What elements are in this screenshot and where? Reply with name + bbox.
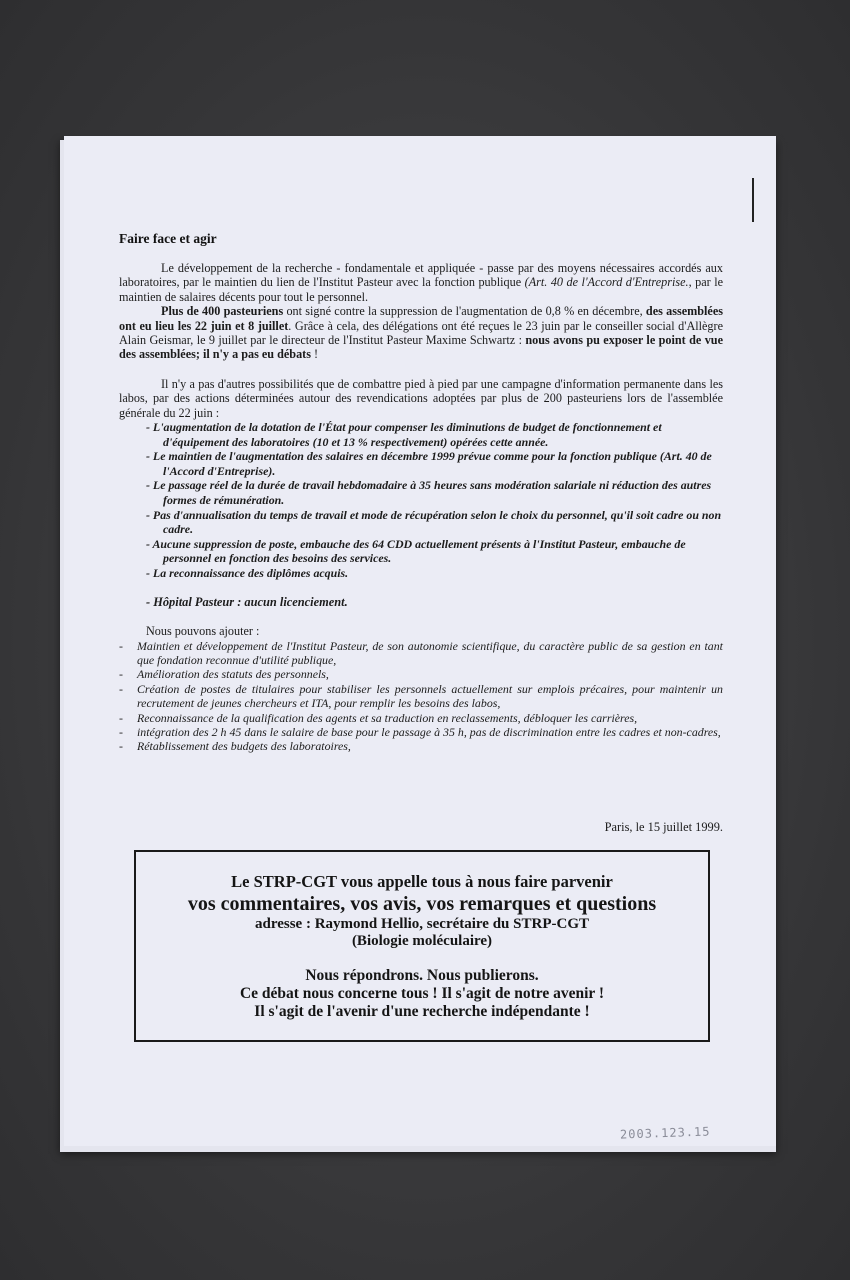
extra-item-text: Création de postes de titulaires pour stabiliser les personnels actuellement sur emplois précaires, pour maintenir un recrutement de jeunes chercheurs et ITA, pour remplir les besoins des labos, (137, 681, 723, 711)
section-heading: Faire face et agir (119, 231, 217, 246)
page-edge-mark (752, 178, 754, 222)
box-line-7: Il s'agit de l'avenir d'une recherche indépendante ! (254, 1003, 590, 1020)
extra-item (119, 682, 723, 711)
extra-item (119, 725, 723, 739)
extra-item-text: Amélioration des statuts des personnels, (137, 667, 329, 682)
box-line-3: adresse : Raymond Hellio, secrétaire du STRP-CGT (254, 916, 589, 932)
extra-item (119, 739, 723, 753)
inventory-number: 2003.123.15 (619, 1124, 711, 1142)
paragraph-2-end: ! (310, 347, 319, 362)
paragraph-2-bold-3: nous avons pu exposer le point de vue des assemblées; il n'y a pas eu débats (119, 333, 723, 362)
box-line-2: vos commentaires, vos avis, vos remarques et questions (187, 893, 657, 915)
box-line-1: Le STRP-CGT vous appelle tous à nous faire parvenir (231, 872, 613, 891)
paragraph-2-text-1: ont signé contre la suppression de l'augmentation de 0,8 % en décembre, (283, 304, 646, 319)
paragraph-1-end: , par le maintien de salaires décents pour tout le personnel. (119, 275, 723, 304)
demand-item: - Pas d'annualisation du temps de travail et mode de récupération selon le choix du personnel, qu'il soit cadre ou non cadre. (146, 507, 722, 537)
demand-item: - Le maintien de l'augmentation des salaires en décembre 1999 prévue comme pour la fonction publique (Art. 40 de l'Accord d'Entreprise). (146, 449, 712, 478)
demands-list (119, 420, 723, 609)
box-line-4: (Biologie moléculaire) (351, 933, 493, 949)
document-body (119, 261, 723, 754)
extra-item-text: Maintien et développement de l'Institut Pasteur, de son autonomie scientifique, du caractère public de sa gestion en tant que fondation reconnue d'utilité publique, (137, 638, 723, 667)
paragraph-1-text: Le développement de la recherche - fondamentale et appliquée - passe par des moyens nécessaires accordés aux laboratoires, par le maintien du lien de l'Institut Pasteur avec la fonction publique (119, 261, 723, 290)
list-dash: - (119, 710, 123, 725)
list-dash: - (119, 739, 123, 754)
extras-intro: Nous pouvons ajouter : (146, 624, 260, 639)
demand-item: - La reconnaissance des diplômes acquis. (146, 566, 349, 580)
paragraph-1-citation: (Art. 40 de l'Accord d'Entreprise. (524, 275, 689, 290)
demand-item: - L'augmentation de la dotation de l'État pour compenser les diminutions de budget de fonctionnement et d'équipement des laboratoires (10 et 13 % respectivement) opérées cette année. (146, 420, 662, 449)
extra-item (119, 639, 723, 668)
extra-item-text: Reconnaissance de la qualification des agents et sa traduction en reclassements, débloquer les carrières, (137, 710, 638, 725)
extras-list (119, 639, 723, 754)
extra-item-text: intégration des 2 h 45 dans le salaire de base pour le passage à 35 h, pas de discrimination entre les cadres et non-cadres, (137, 725, 721, 740)
list-dash: - (119, 725, 123, 740)
demand-item: - Aucune suppression de poste, embauche des 64 CDD actuellement présents à l'Institut Pasteur, embauche de personnel en fonction des besoins des services. (146, 536, 686, 566)
box-line-6: Ce débat nous concerne tous ! Il s'agit de notre avenir ! (239, 985, 605, 1002)
spacer (119, 362, 723, 377)
list-dash: - (119, 638, 123, 653)
paragraph-2 (119, 304, 723, 362)
extra-item-text: Rétablissement des budgets des laboratoires, (137, 739, 351, 754)
box-line-5: Nous répondrons. Nous publierons. (305, 967, 539, 984)
extra-item (119, 711, 723, 725)
paragraph-1 (119, 261, 723, 304)
paragraph-2-text-2: . Grâce à cela, des délégations ont été reçues le 23 juin par le conseiller social d'Allègre Alain Geismar, le 9 juillet par le directeur de l'Institut Pasteur Maxime Schwartz : (119, 318, 723, 348)
document-date: Paris, le 15 juillet 1999. (604, 820, 723, 834)
paragraph-2-bold-1: Plus de 400 pasteuriens (161, 304, 284, 319)
list-dash: - (119, 681, 123, 696)
demand-item: - Le passage réel de la durée de travail hebdomadaire à 35 heures sans modération salariale ni réduction des autres formes de rémunération. (146, 478, 712, 508)
extra-item (119, 667, 723, 681)
call-to-action-box (134, 850, 710, 1042)
list-dash: - (119, 667, 123, 682)
hopital-demand: - Hôpital Pasteur : aucun licenciement. (146, 594, 348, 609)
paragraph-2-bold-2: des assemblées ont eu lieu les 22 juin et 8 juillet (119, 304, 723, 333)
paragraph-3: Il n'y a pas d'autres possibilités que de combattre pied à pied par une campagne d'information permanente dans les labos, par des actions déterminées autour des revendications adoptées par plus de 200 pasteuriens lors de l'assemblée générale du 22 juin : (119, 376, 723, 420)
